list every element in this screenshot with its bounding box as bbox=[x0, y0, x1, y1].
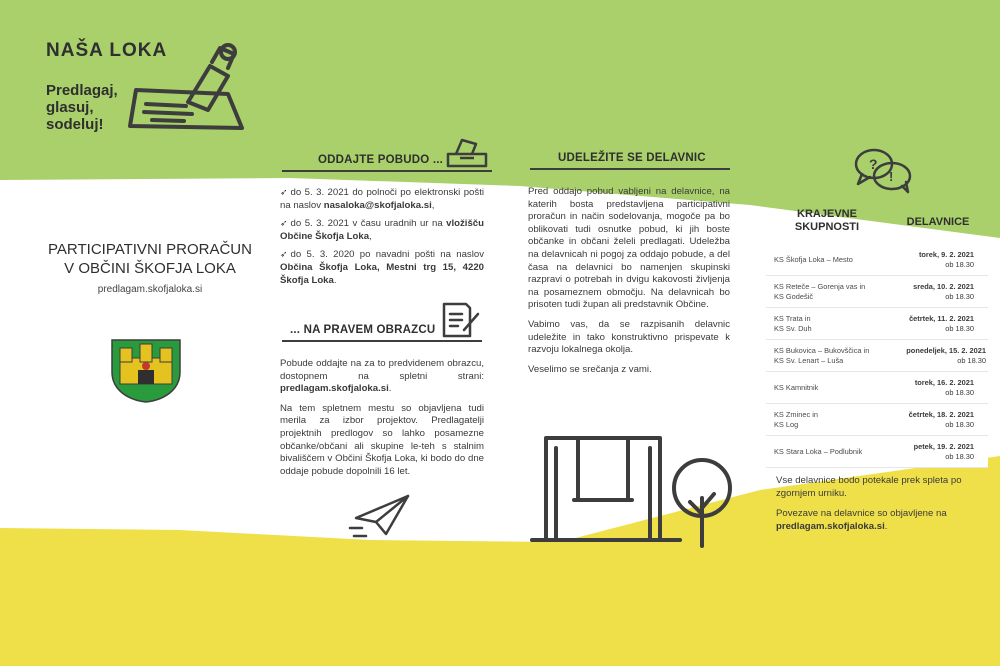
workshop-date: torek, 9. 2. 2021 ob 18.30 bbox=[918, 250, 974, 269]
email-address[interactable]: nasaloka@skofjaloka.si bbox=[323, 199, 432, 211]
table-row bbox=[766, 276, 988, 308]
schedule-notes: Vse delavnice bodo potekale prek spleta po zgornjem urniku. Povezave na delavnice so objavljene na predlagam.skofjaloka.si. bbox=[776, 475, 962, 532]
list-item: ➶ do 5. 3. 2020 po navadni pošti na naslov Občina Škofja Loka, Mestni trg 15, 4220 Škofja Loka. bbox=[280, 249, 484, 286]
schedule-table bbox=[766, 244, 988, 468]
form-heading-rule bbox=[282, 340, 482, 342]
workshops-heading-rule bbox=[530, 168, 730, 170]
submit-heading: ODDAJTE POBUDO ... bbox=[318, 154, 444, 166]
table-row bbox=[766, 372, 988, 404]
table-row bbox=[766, 340, 988, 372]
list-item: ➶ do 5. 3. 2021 v času uradnih ur na vložišču Občine Škofja Loka, bbox=[280, 218, 484, 242]
form-document-icon bbox=[440, 300, 482, 340]
swing-tree-illustration bbox=[530, 428, 740, 550]
submit-heading-rule bbox=[282, 170, 492, 172]
svg-text:!: ! bbox=[889, 169, 894, 184]
table-row bbox=[766, 436, 988, 468]
workshop-date: ponedeljek, 15. 2. 2021 ob 18.30 bbox=[906, 346, 986, 365]
community-name: KS Kamnitnik bbox=[774, 383, 819, 392]
workshops-text: Pred oddajo pobud vabljeni na delavnice, na katerih bosta predstavljena participativni proračun in način sodelovanja, mogoče pa bo oblikovati tudi osnutke pobud, ki jih boste občanke in občani želeli predlagati. Udeležba na delavnicah ni pogoj za oddajo pobude, a del časa na delavnici bo namenjen skupinski razpravi o potrebah in dvigu kakovosti življenja na posameznem območju. Na delavnicah bo prisoten tudi župan ali predstavnik Občine. Vabimo vas, da se razpisanih delavnic udeležite in tako konstruktivno prispevate k razvoju lokalnega okolja. Veselimo se srečanja z vami. bbox=[528, 186, 730, 375]
community-name: KS Reteče – Gorenja vas in KS Godešič bbox=[774, 282, 866, 301]
workshop-date: petek, 19. 2. 2021 ob 18.30 bbox=[913, 442, 974, 461]
brand-tagline: Predlagaj, glasuj, sodeluj! bbox=[46, 82, 118, 133]
ballot-box-icon bbox=[444, 136, 490, 168]
program-title: PARTICIPATIVNI PRORAČUN V OBČINI ŠKOFJA LOKA bbox=[48, 241, 252, 277]
stamp-icon bbox=[124, 42, 250, 134]
paper-plane-icon: ➶ bbox=[280, 187, 288, 197]
community-name: KS Škofja Loka – Mesto bbox=[774, 255, 853, 264]
column-header-communities: KRAJEVNE SKUPNOSTI bbox=[794, 208, 860, 233]
community-name: KS Stara Loka – Podlubnik bbox=[774, 447, 863, 456]
workshop-date: sreda, 10. 2. 2021 ob 18.30 bbox=[913, 282, 974, 301]
workshop-date: četrtek, 18. 2. 2021 ob 18.30 bbox=[908, 410, 974, 429]
paper-plane-icon: ➶ bbox=[280, 218, 288, 229]
community-name: KS Bukovica – Bukovščica in KS Sv. Lenart – Luša bbox=[774, 346, 870, 365]
workshop-date: torek, 16. 2. 2021 ob 18.30 bbox=[914, 378, 974, 397]
submit-list bbox=[280, 186, 484, 292]
table-row bbox=[766, 308, 988, 340]
community-name: KS Trata in KS Sv. Duh bbox=[774, 314, 812, 333]
table-row bbox=[766, 244, 988, 276]
svg-text:?: ? bbox=[869, 156, 878, 172]
list-item: ➶ do 5. 3. 2021 do polnoči po elektronski pošti na naslov nasaloka@skofjaloka.si, bbox=[280, 187, 484, 211]
form-text: Pobude oddajte na za to predvidenem obrazcu, dostopnem na spletni strani: predlagam.skofjaloka.si. Na tem spletnem mestu so objavljena tudi merila za izbor projektov. Predlagatelji projektnih predlogov so lahko posamezne občanke/občani ali skupine le-teh s stalnim bivališčem v Občini Škofja Loka, ki bodo do dne oddaje pobude dopolnili 16 let. bbox=[280, 358, 484, 477]
workshops-heading: UDELEŽITE SE DELAVNIC bbox=[558, 152, 706, 164]
form-url[interactable]: predlagam.skofjaloka.si bbox=[280, 383, 389, 395]
speech-bubbles-icon bbox=[852, 146, 914, 194]
table-row bbox=[766, 404, 988, 436]
workshops-url[interactable]: predlagam.skofjaloka.si bbox=[776, 521, 885, 532]
website-url[interactable]: predlagam.skofjaloka.si bbox=[97, 284, 203, 295]
brand-name: NAŠA LOKA bbox=[46, 40, 168, 61]
form-heading: ... NA PRAVEM OBRAZCU bbox=[290, 324, 436, 336]
workshop-date: četrtek, 11. 2. 2021 ob 18.30 bbox=[909, 314, 974, 333]
coat-of-arms-icon bbox=[108, 336, 184, 404]
community-name: KS Zminec in KS Log bbox=[774, 410, 818, 429]
column-header-workshops: DELAVNICE bbox=[906, 216, 970, 228]
paper-plane-icon: ➶ bbox=[280, 249, 288, 260]
paper-plane-icon bbox=[346, 490, 414, 542]
